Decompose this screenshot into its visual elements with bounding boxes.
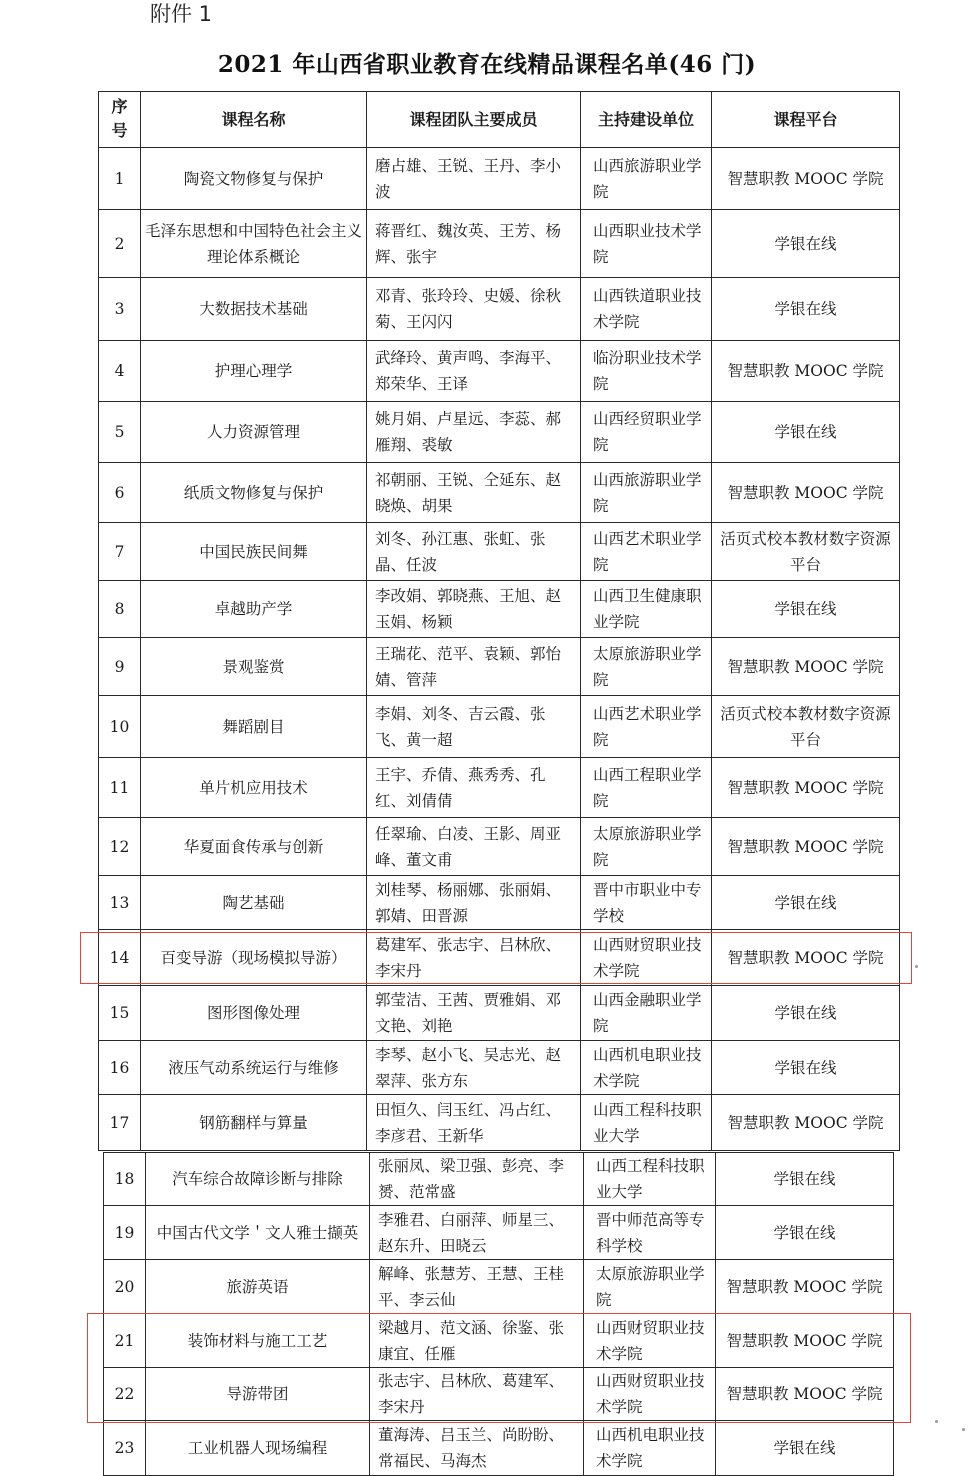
header-unit: 主持建设单位	[581, 92, 712, 148]
attachment-label: 附件 1	[150, 2, 213, 26]
cell-course: 毛泽东思想和中国特色社会主义理论体系概论	[141, 210, 367, 278]
cell-no: 7	[99, 523, 141, 581]
cell-members: 梁越月、范文涵、徐鉴、张康宜、任雁	[370, 1314, 584, 1368]
table-row	[99, 758, 900, 818]
cell-no: 13	[99, 876, 141, 930]
cell-course: 汽车综合故障诊断与排除	[146, 1153, 370, 1206]
table-row	[104, 1260, 894, 1314]
cell-platform: 学银在线	[712, 986, 900, 1041]
cell-no: 21	[104, 1314, 146, 1368]
cell-members: 王瑞花、范平、袁颖、郭怡婧、管萍	[367, 638, 581, 696]
header-no-text: 序号	[111, 97, 128, 140]
cell-platform: 智慧职教 MOOC 学院	[712, 463, 900, 523]
document-title: 2021 年山西省职业教育在线精品课程名单(46 门)	[217, 51, 757, 78]
cell-platform: 学银在线	[712, 402, 900, 463]
table-row	[99, 341, 900, 402]
table-row	[99, 1095, 900, 1151]
cell-platform: 智慧职教 MOOC 学院	[712, 341, 900, 402]
cell-unit: 晋中市职业中专学校	[581, 876, 712, 930]
cell-no: 6	[99, 463, 141, 523]
cell-members: 邓青、张玲玲、史媛、徐秋菊、王闪闪	[367, 278, 581, 341]
cell-platform: 智慧职教 MOOC 学院	[712, 818, 900, 876]
cell-platform: 智慧职教 MOOC 学院	[712, 1095, 900, 1151]
table-row	[104, 1314, 894, 1368]
cell-no: 15	[99, 986, 141, 1041]
cell-platform: 活页式校本教材数字资源平台	[712, 696, 900, 758]
cell-unit: 山西工程科技职业大学	[581, 1095, 712, 1151]
cell-platform: 学银在线	[716, 1421, 894, 1476]
cell-members: 磨占雄、王锐、王丹、李小波	[367, 148, 581, 210]
cell-no: 9	[99, 638, 141, 696]
cell-no: 17	[99, 1095, 141, 1151]
cell-unit: 太原旅游职业学院	[581, 818, 712, 876]
table-row	[99, 278, 900, 341]
table-row	[104, 1368, 894, 1421]
cell-course: 装饰材料与施工工艺	[146, 1314, 370, 1368]
cell-members: 李娟、刘冬、吉云霞、张飞、黄一超	[367, 696, 581, 758]
cell-course: 卓越助产学	[141, 581, 367, 638]
cell-unit: 山西铁道职业技术学院	[581, 278, 712, 341]
cell-course: 图形图像处理	[141, 986, 367, 1041]
table-row	[99, 463, 900, 523]
table-row	[99, 523, 900, 581]
cell-platform: 学银在线	[712, 581, 900, 638]
cell-no: 22	[104, 1368, 146, 1421]
table-row	[104, 1153, 894, 1206]
cell-unit: 山西经贸职业学院	[581, 402, 712, 463]
cell-course: 液压气动系统运行与维修	[141, 1041, 367, 1095]
cell-no: 18	[104, 1153, 146, 1206]
table-row	[99, 210, 900, 278]
cell-no: 16	[99, 1041, 141, 1095]
cell-members: 张丽凤、梁卫强、彭亮、李赟、范常盛	[370, 1153, 584, 1206]
table-row	[99, 402, 900, 463]
cell-members: 张志宇、吕林欣、葛建军、李宋丹	[370, 1368, 584, 1421]
cell-no: 3	[99, 278, 141, 341]
cell-course: 大数据技术基础	[141, 278, 367, 341]
cell-platform: 学银在线	[712, 1041, 900, 1095]
cell-no: 19	[104, 1206, 146, 1260]
cell-platform: 智慧职教 MOOC 学院	[712, 758, 900, 818]
cell-members: 郭莹洁、王茜、贾雅娟、邓文艳、刘艳	[367, 986, 581, 1041]
cell-platform: 学银在线	[712, 278, 900, 341]
cell-course: 舞蹈剧目	[141, 696, 367, 758]
cell-course: 导游带团	[146, 1368, 370, 1421]
table-row	[99, 581, 900, 638]
table-row	[104, 1421, 894, 1476]
stray-mark	[915, 965, 918, 968]
cell-course: 中国民族民间舞	[141, 523, 367, 581]
table-row	[104, 1206, 894, 1260]
table-row	[99, 930, 900, 986]
cell-course: 单片机应用技术	[141, 758, 367, 818]
cell-course: 景观鉴赏	[141, 638, 367, 696]
cell-unit: 山西机电职业技术学院	[581, 1041, 712, 1095]
cell-platform: 学银在线	[716, 1153, 894, 1206]
cell-platform: 智慧职教 MOOC 学院	[716, 1368, 894, 1421]
cell-no: 8	[99, 581, 141, 638]
cell-members: 蒋晋红、魏汝英、王芳、杨辉、张宇	[367, 210, 581, 278]
cell-no: 20	[104, 1260, 146, 1314]
cell-course: 护理心理学	[141, 341, 367, 402]
course-table-continued	[103, 1152, 894, 1476]
stray-mark	[962, 1428, 965, 1431]
cell-members: 祁朝丽、王锐、仝延东、赵晓焕、胡果	[367, 463, 581, 523]
cell-platform: 智慧职教 MOOC 学院	[712, 930, 900, 986]
cell-unit: 山西艺术职业学院	[581, 523, 712, 581]
cell-unit: 山西财贸职业技术学院	[584, 1368, 716, 1421]
cell-members: 王宇、乔倩、燕秀秀、孔红、刘倩倩	[367, 758, 581, 818]
cell-members: 任翠瑜、白凌、王影、周亚峰、董文甫	[367, 818, 581, 876]
table-row	[99, 1041, 900, 1095]
cell-unit: 山西工程科技职业大学	[584, 1153, 716, 1206]
cell-course: 旅游英语	[146, 1260, 370, 1314]
cell-no: 5	[99, 402, 141, 463]
cell-unit: 临汾职业技术学院	[581, 341, 712, 402]
table-row	[99, 638, 900, 696]
cell-platform: 智慧职教 MOOC 学院	[712, 638, 900, 696]
cell-no: 12	[99, 818, 141, 876]
cell-platform: 活页式校本教材数字资源平台	[712, 523, 900, 581]
header-members: 课程团队主要成员	[367, 92, 581, 148]
cell-platform: 智慧职教 MOOC 学院	[716, 1260, 894, 1314]
cell-members: 刘冬、孙江惠、张虹、张晶、任波	[367, 523, 581, 581]
cell-platform: 学银在线	[712, 876, 900, 930]
table-row	[99, 818, 900, 876]
cell-course: 工业机器人现场编程	[146, 1421, 370, 1476]
table-row	[99, 696, 900, 758]
cell-unit: 山西财贸职业技术学院	[584, 1314, 716, 1368]
cell-no: 11	[99, 758, 141, 818]
cell-no: 14	[99, 930, 141, 986]
cell-course: 纸质文物修复与保护	[141, 463, 367, 523]
cell-course: 华夏面食传承与创新	[141, 818, 367, 876]
cell-members: 董海涛、吕玉兰、尚盼盼、常福民、马海杰	[370, 1421, 584, 1476]
cell-unit: 山西旅游职业学院	[581, 463, 712, 523]
cell-no: 23	[104, 1421, 146, 1476]
cell-course: 中国古代文学＇文人雅士撷英	[146, 1206, 370, 1260]
header-no	[99, 92, 141, 148]
cell-unit: 晋中师范高等专科学校	[584, 1206, 716, 1260]
cell-unit: 山西卫生健康职业学院	[581, 581, 712, 638]
cell-members: 刘桂琴、杨丽娜、张丽娟、郭婧、田晋源	[367, 876, 581, 930]
cell-platform: 智慧职教 MOOC 学院	[716, 1314, 894, 1368]
header-platform: 课程平台	[712, 92, 900, 148]
table-row	[99, 148, 900, 210]
cell-members: 李琴、赵小飞、吴志光、赵翠萍、张方东	[367, 1041, 581, 1095]
cell-unit: 山西财贸职业技术学院	[581, 930, 712, 986]
stray-mark	[935, 1420, 938, 1423]
cell-members: 李改娟、郭晓燕、王旭、赵玉娟、杨颖	[367, 581, 581, 638]
cell-no: 1	[99, 148, 141, 210]
cell-no: 10	[99, 696, 141, 758]
cell-members: 武绛玲、黄声鸣、李海平、郑荣华、王译	[367, 341, 581, 402]
cell-members: 解峰、张慧芳、王慧、王桂平、李云仙	[370, 1260, 584, 1314]
cell-unit: 山西旅游职业学院	[581, 148, 712, 210]
cell-platform: 学银在线	[716, 1206, 894, 1260]
cell-course: 百变导游（现场模拟导游）	[141, 930, 367, 986]
table-header-row	[99, 92, 900, 148]
cell-unit: 山西艺术职业学院	[581, 696, 712, 758]
cell-members: 田恒久、闫玉红、冯占红、李彦君、王新华	[367, 1095, 581, 1151]
cell-unit: 太原旅游职业学院	[584, 1260, 716, 1314]
cell-members: 葛建军、张志宇、吕林欣、李宋丹	[367, 930, 581, 986]
course-table	[98, 91, 900, 1151]
cell-no: 4	[99, 341, 141, 402]
table-row	[99, 986, 900, 1041]
cell-unit: 太原旅游职业学院	[581, 638, 712, 696]
cell-unit: 山西工程职业学院	[581, 758, 712, 818]
cell-platform: 智慧职教 MOOC 学院	[712, 148, 900, 210]
header-course: 课程名称	[141, 92, 367, 148]
cell-course: 陶艺基础	[141, 876, 367, 930]
cell-course: 人力资源管理	[141, 402, 367, 463]
cell-course: 钢筋翻样与算量	[141, 1095, 367, 1151]
table-row	[99, 876, 900, 930]
cell-unit: 山西金融职业学院	[581, 986, 712, 1041]
cell-course: 陶瓷文物修复与保护	[141, 148, 367, 210]
cell-unit: 山西职业技术学院	[581, 210, 712, 278]
cell-no: 2	[99, 210, 141, 278]
cell-unit: 山西机电职业技术学院	[584, 1421, 716, 1476]
cell-members: 姚月娟、卢星远、李蕊、郝雁翔、裘敏	[367, 402, 581, 463]
cell-platform: 学银在线	[712, 210, 900, 278]
cell-members: 李雅君、白丽萍、师星三、赵东升、田晓云	[370, 1206, 584, 1260]
